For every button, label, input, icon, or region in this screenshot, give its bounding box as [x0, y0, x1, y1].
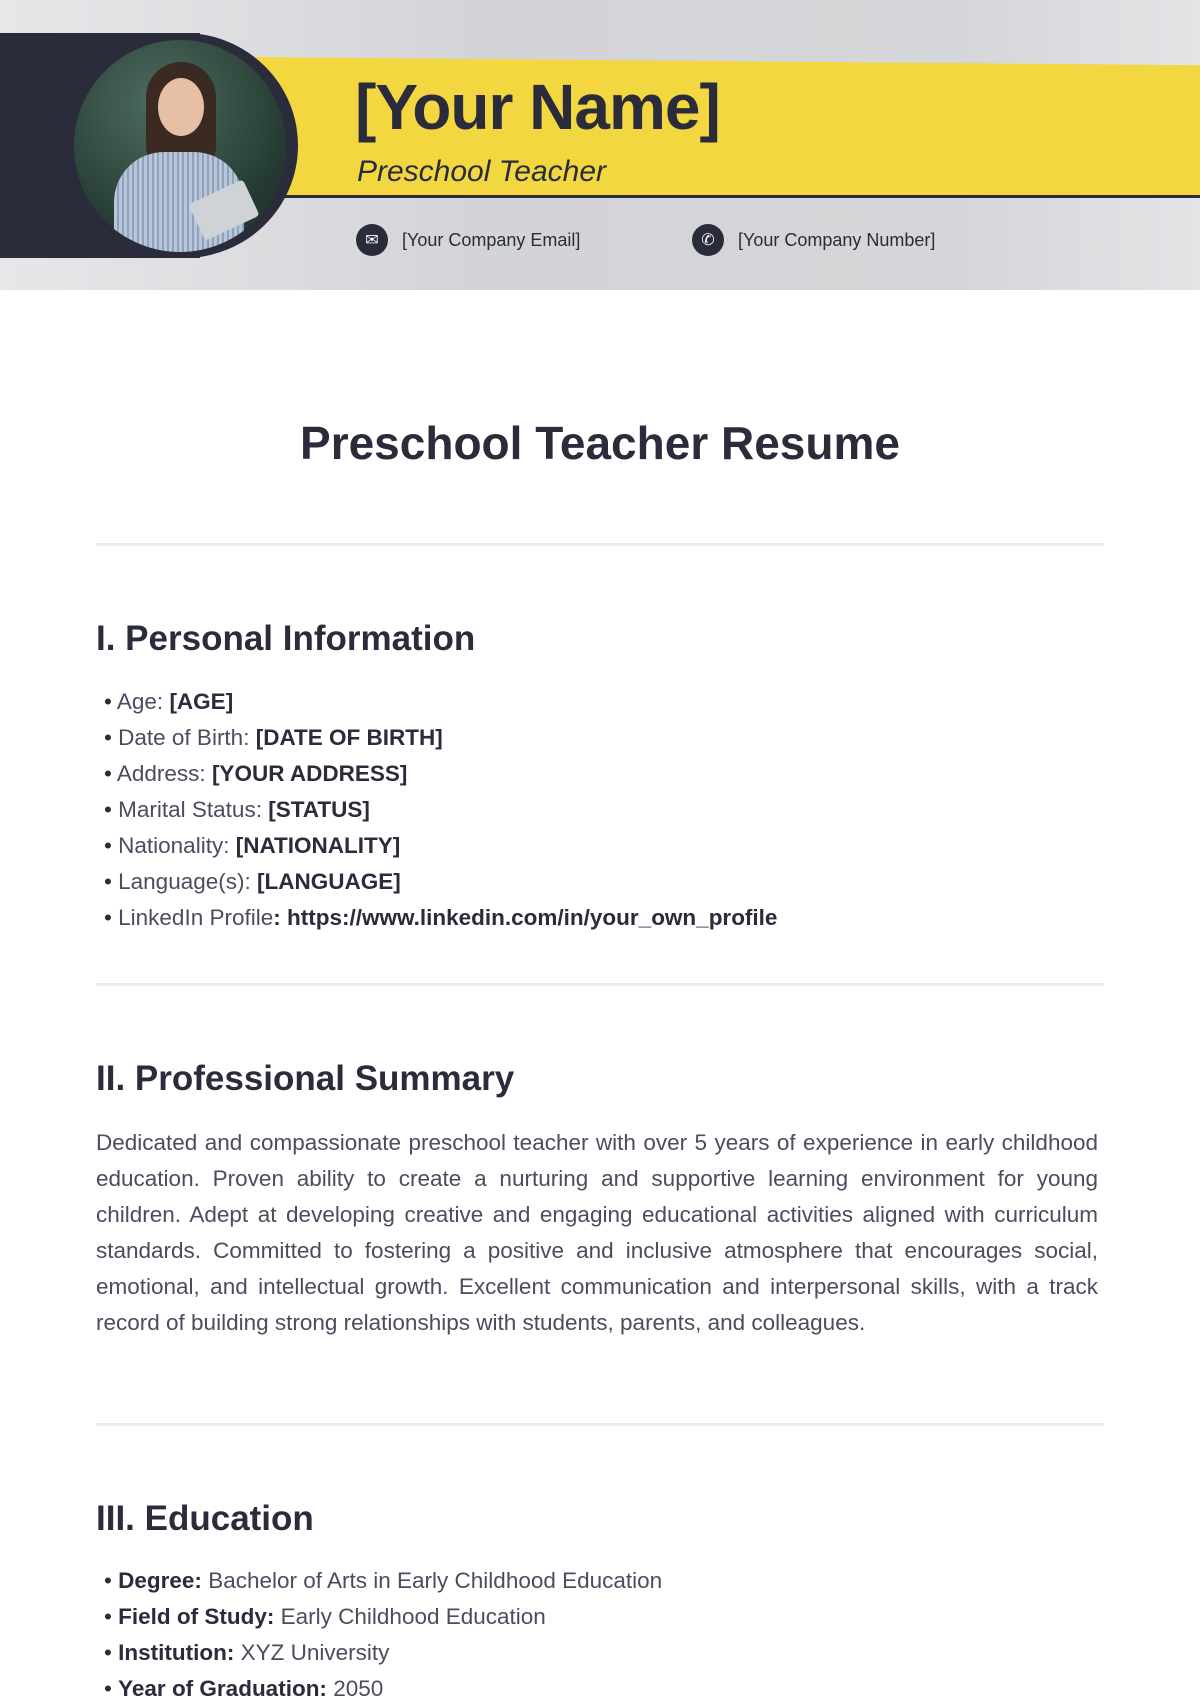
list-item: • Marital Status: [STATUS] [104, 792, 777, 828]
candidate-name: [Your Name] [355, 71, 720, 143]
personal-info-list [104, 684, 777, 936]
envelope-icon: ✉ [356, 224, 388, 256]
education-list [104, 1563, 662, 1707]
list-item: • Year of Graduation: 2050 [104, 1671, 662, 1707]
summary-paragraph: Dedicated and compassionate preschool teacher with over 5 years of experience in early childhood education. Proven ability to create a nurturing and supportive learning environment for young children. Adept at developing creative and engaging educational activities aligned with curriculum standards. Committed to fostering a positive and inclusive atmosphere that encourages social, emotional, and intellectual growth. Excellent communication and interpersonal skills, with a track record of building strong relationships with students, parents, and colleagues. [96, 1130, 1098, 1335]
divider [96, 983, 1104, 986]
section-heading-personal: I. Personal Information [96, 619, 476, 658]
list-item: • Nationality: [NATIONALITY] [104, 828, 777, 864]
list-item: • Degree: Bachelor of Arts in Early Childhood Education [104, 1563, 662, 1599]
section-heading-summary: II. Professional Summary [96, 1059, 515, 1098]
candidate-role: Preschool Teacher [357, 155, 607, 188]
list-item: • Address: [YOUR ADDRESS] [104, 756, 777, 792]
resume-header [0, 0, 1200, 290]
email-contact [356, 224, 580, 256]
phone-text: [Your Company Number] [738, 229, 936, 250]
phone-contact [692, 224, 935, 256]
list-item: • LinkedIn Profile: https://www.linkedin.com/in/your_own_profile [104, 900, 777, 936]
divider [96, 1423, 1104, 1426]
divider [96, 543, 1104, 546]
list-item: • Date of Birth: [DATE OF BIRTH] [104, 720, 777, 756]
profile-photo [74, 40, 286, 252]
list-item: • Institution: XYZ University [104, 1635, 662, 1671]
phone-icon: ✆ [692, 224, 724, 256]
email-text: [Your Company Email] [402, 229, 581, 250]
list-item: • Age: [AGE] [104, 684, 777, 720]
list-item: • Language(s): [LANGUAGE] [104, 864, 777, 900]
banner-underline [250, 195, 1200, 198]
document-title: Preschool Teacher Resume [300, 417, 900, 469]
list-item: • Field of Study: Early Childhood Education [104, 1599, 662, 1635]
section-heading-education: III. Education [96, 1499, 314, 1538]
